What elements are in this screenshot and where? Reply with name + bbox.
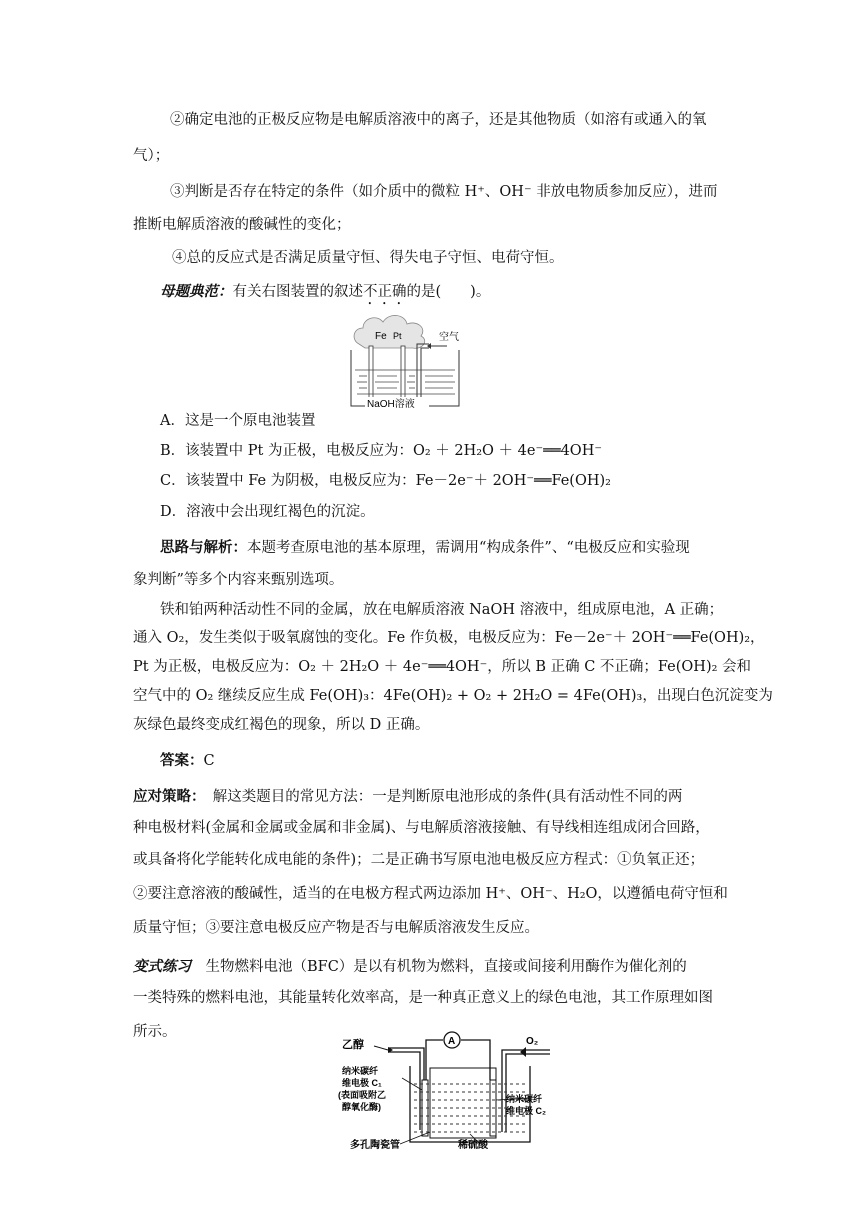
para-4: ④总的反应式是否满足质量守恒、得失电子守恒、电荷守恒。 (172, 250, 564, 266)
variant-line-3: 所示。 (133, 1024, 177, 1040)
question-emphasis: 不正确 (363, 284, 407, 300)
answer-line (160, 751, 215, 771)
question-stem (160, 282, 490, 308)
analysis-line-1 (160, 538, 690, 558)
variant-line-1 (133, 957, 687, 977)
para-2-line-1: ②确定电池的正极反应物是电解质溶液中的离子，还是其他物质（如溶有或通入的氧 (170, 112, 707, 128)
para-3-line-2: 推断电解质溶液的酸碱性的变化； (133, 217, 351, 233)
question-label: 母题典范： (160, 283, 233, 300)
strategy-line-4: ②要注意溶液的酸碱性，适当的在电极方程式两边添加 H⁺、OH⁻、H₂O，以遵循电荷守恒和 (133, 886, 728, 902)
option-b: B．该装置中 Pt 为正极，电极反应为：O₂ ＋ 2H₂O ＋ 4e⁻══4OH⁻ (160, 443, 602, 459)
c2-line-2: 维电极 C₂ (506, 1106, 546, 1116)
c1-line-2: 维电极 C₁ (342, 1078, 382, 1088)
biofuel-cell-figure (330, 1020, 580, 1152)
variant-line-2: 一类特殊的燃料电池，其能量转化效率高，是一种真正意义上的绿色电池，其工作原理如图 (133, 990, 713, 1006)
option-d: D．溶液中会出现红褐色的沉淀。 (160, 504, 375, 520)
strategy-line-1 (133, 787, 682, 807)
strategy-line-5: 质量守恒；③要注意电极反应产物是否与电解质溶液发生反应。 (133, 920, 539, 936)
strategy-text-1: 解这类题目的常见方法：一是判断原电池形成的条件(具有活动性不同的两 (198, 789, 683, 805)
analysis-text-1: 本题考查原电池的基本原理，需调用“构成条件”、“电极反应和实验现 (247, 540, 690, 556)
porous-tube-label: 多孔陶瓷管 (350, 1140, 400, 1151)
para-3-line-1: ③判断是否存在特定的条件（如介质中的微粒 H⁺、OH⁻ 非放电物质参加反应），进而 (170, 184, 718, 200)
analysis-line-7: 灰绿色最终变成红褐色的现象，所以 D 正确。 (133, 717, 430, 733)
variant-text-1: 生物燃料电池（BFC）是以有机物为燃料，直接或间接利用酶作为催化剂的 (191, 959, 687, 975)
question-post: 的是( )。 (406, 284, 491, 300)
o2-label: O₂ (526, 1036, 539, 1047)
acid-label: 稀硫酸 (458, 1140, 488, 1151)
option-a: A．这是一个原电池装置 (160, 413, 316, 429)
answer-label: 答案： (160, 752, 204, 769)
fe-label: Fe (375, 331, 387, 342)
analysis-line-2: 象判断”等多个内容来甄别选项。 (133, 572, 344, 588)
c1-line-4: 醇氧化酶) (342, 1102, 381, 1112)
analysis-line-4: 通入 O₂，发生类似于吸氧腐蚀的变化。Fe 作负极，电极反应为：Fe－2e⁻＋ 2OH⁻══Fe(OH)₂， (133, 630, 765, 646)
strategy-line-2: 种电极材料(金属和金属或金属和非金属)、与电解质溶液接触、有导线相连组成闭合回路， (133, 820, 710, 836)
naoh-label: NaOH溶液 (367, 399, 415, 410)
variant-label: 变式练习 (133, 958, 191, 975)
ammeter-label: A (448, 1036, 456, 1047)
c1-line-1: 纳米碳纤 (342, 1066, 379, 1076)
pt-label: Pt (393, 331, 402, 341)
question-pre: 有关右图装置的叙述 (232, 284, 363, 300)
c2-line-1: 纳米碳纤 (506, 1094, 543, 1104)
analysis-line-6: 空气中的 O₂ 继续反应生成 Fe(OH)₃：4Fe(OH)₂ + O₂ + 2H₂O = 4Fe(OH)₃，出现白色沉淀变为 (133, 688, 773, 704)
analysis-label: 思路与解析： (160, 539, 247, 556)
analysis-line-3: 铁和铂两种活动性不同的金属，放在电解质溶液 NaOH 溶液中，组成原电池，A 正确； (160, 602, 724, 618)
ethanol-label: 乙醇 (342, 1039, 364, 1051)
strategy-line-3: 或具备将化学能转化成电能的条件)；二是正确书写原电池电极反应方程式：①负氧正还； (133, 852, 705, 868)
answer-value: C (203, 753, 215, 769)
para-2-line-2: 气）； (133, 148, 170, 164)
analysis-line-5: Pt 为正极，电极反应为：O₂ ＋ 2H₂O ＋ 4e⁻══4OH⁻，所以 B 正确 C 不正确；Fe(OH)₂ 会和 (133, 659, 752, 675)
air-label: 空气 (439, 332, 459, 343)
option-c: C．该装置中 Fe 为阴极，电极反应为：Fe－2e⁻＋ 2OH⁻══Fe(OH)₂ (160, 473, 611, 489)
fe-pt-cell-figure (345, 310, 475, 410)
c1-line-3: (表面吸附乙 (338, 1090, 386, 1100)
strategy-label: 应对策略： (133, 788, 199, 805)
